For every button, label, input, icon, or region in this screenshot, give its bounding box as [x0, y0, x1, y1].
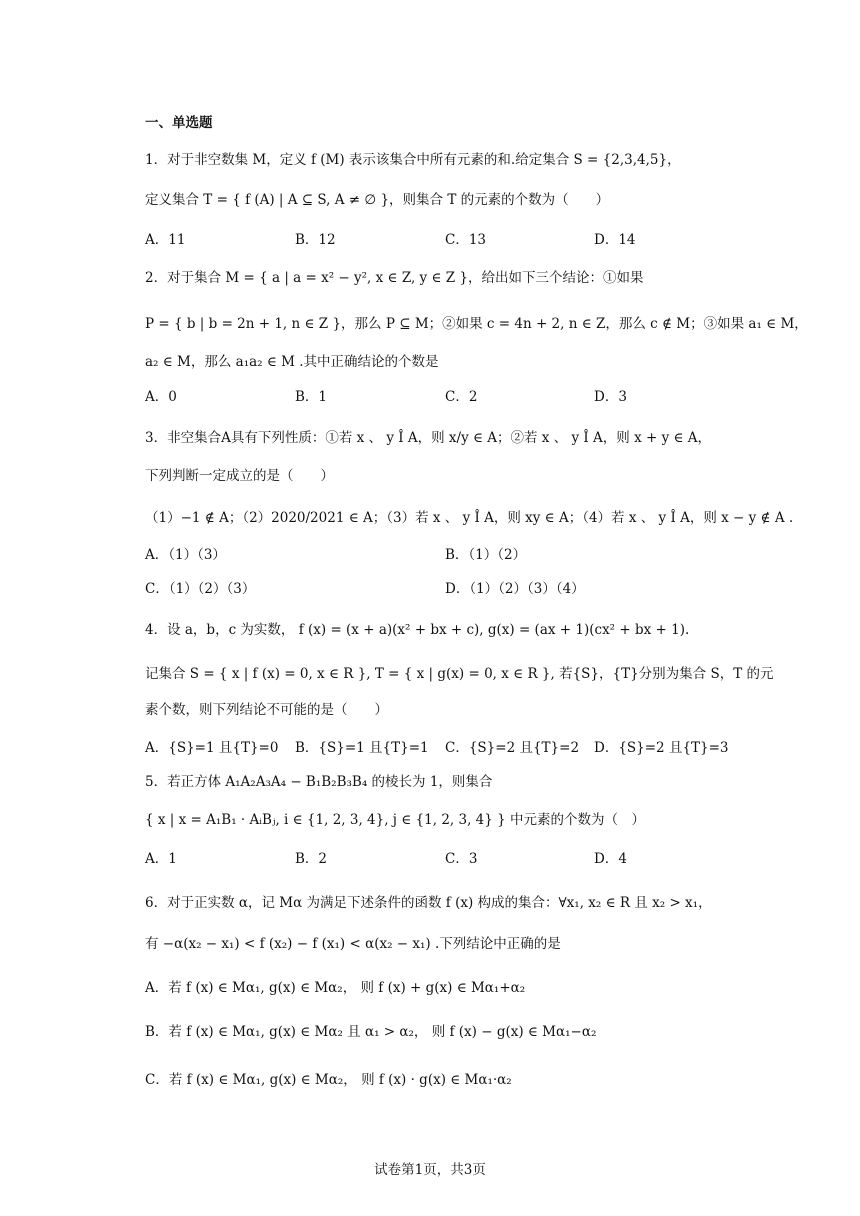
q5-line-1: 5．若正方体 A₁A₂A₃A₄ − B₁B₂B₃B₄ 的棱长为 1，则集合: [145, 774, 493, 790]
q2-option-d: D．3: [594, 389, 627, 405]
q3-option-d: D．（1）（2）（3）（4）: [445, 581, 585, 597]
q2-line-2: P = { b | b = 2n + 1, n ∈ Z }，那么 P ⊆ M；②如果 c = 4n + 2, n ∈ Z，那么 c ∉ M；③如果 a₁ ∈ M，: [145, 316, 808, 332]
q2-option-a: A．0: [145, 389, 177, 405]
q1-line-1: 1．对于非空数集 M，定义 f (M) 表示该集合中所有元素的和.给定集合 S = {2,3,4,5}，: [145, 152, 681, 168]
page-footer: 试卷第1页，共3页: [374, 1162, 486, 1178]
q4-option-d: D．{S}=2 且{T}=3: [594, 740, 729, 756]
q6-option-c: C．若 f (x) ∈ Mα₁, g(x) ∈ Mα₂， 则 f (x) · g(x) ∈ Mα₁·α₂: [145, 1072, 512, 1088]
q6-option-b: B．若 f (x) ∈ Mα₁, g(x) ∈ Mα₂ 且 α₁ > α₂， 则 f (x) − g(x) ∈ Mα₁−α₂: [145, 1024, 597, 1040]
q5-option-d: D．4: [594, 851, 627, 867]
q6-line-1: 6．对于正实数 α，记 Mα 为满足下述条件的函数 f (x) 构成的集合：∀x₁, x₂ ∈ R 且 x₂ > x₁，: [145, 895, 712, 911]
q5-option-c: C．3: [445, 851, 478, 867]
q5-option-b: B．2: [295, 851, 328, 867]
q3-option-b: B．（1）（2）: [445, 547, 527, 563]
q4-line-1: 4．设 a，b，c 为实数， f (x) = (x + a)(x² + bx + c), g(x) = (ax + 1)(cx² + bx + 1).: [145, 622, 690, 638]
q3-line-2: 下列判断一定成立的是（ ）: [145, 468, 334, 484]
section-title: 一、单选题: [145, 115, 213, 131]
q2-line-3: a₂ ∈ M，那么 a₁a₂ ∈ M .其中正确结论的个数是: [145, 354, 439, 370]
q1-option-c: C．13: [445, 232, 487, 248]
q1-line-2: 定义集合 T = { f (A) | A ⊆ S, A ≠ ∅ }，则集合 T 的元素的个数为（ ）: [145, 192, 610, 208]
q3-line-1: 3．非空集合A具有下列性质：①若 x 、 y Î A，则 x/y ∈ A；②若 x 、 y Î A，则 x + y ∈ A，: [145, 430, 712, 446]
q2-line-1: 2．对于集合 M = { a | a = x² − y², x ∈ Z, y ∈ Z }，给出如下三个结论：①如果: [145, 270, 644, 286]
q1-option-d: D．14: [594, 232, 636, 248]
q3-option-a: A．（1）（3）: [145, 547, 226, 563]
q3-option-c: C．（1）（2）（3）: [145, 581, 256, 597]
q6-option-a: A．若 f (x) ∈ Mα₁, g(x) ∈ Mα₂， 则 f (x) + g(x) ∈ Mα₁+α₂: [145, 980, 526, 996]
q4-line-3: 素个数，则下列结论不可能的是（ ）: [145, 702, 388, 718]
q3-line-3: （1）−1 ∉ A；（2）2020/2021 ∈ A；（3）若 x 、 y Î A，则 xy ∈ A；（4）若 x 、 y Î A，则 x − y ∉ A .: [145, 510, 794, 526]
q2-option-c: C．2: [445, 389, 478, 405]
q4-line-2: 记集合 S = { x | f (x) = 0, x ∈ R }, T = { x | g(x) = 0, x ∈ R }, 若{S}，{T}分别为集合 S，T 的元: [145, 666, 774, 682]
q4-option-a: A．{S}=1 且{T}=0: [145, 740, 279, 756]
q1-option-b: B．12: [295, 232, 336, 248]
q4-option-b: B．{S}=1 且{T}=1: [295, 740, 429, 756]
q5-line-2: { x | x = A₁B₁ · AᵢBⱼ, i ∈ {1, 2, 3, 4}, j ∈ {1, 2, 3, 4} } 中元素的个数为（ ）: [145, 812, 646, 828]
q5-option-a: A．1: [145, 851, 177, 867]
q2-option-b: B．1: [295, 389, 328, 405]
q1-option-a: A．11: [145, 232, 186, 248]
q6-line-2: 有 −α(x₂ − x₁) < f (x₂) − f (x₁) < α(x₂ − x₁) .下列结论中正确的是: [145, 936, 561, 952]
q4-option-c: C．{S}=2 且{T}=2: [445, 740, 580, 756]
